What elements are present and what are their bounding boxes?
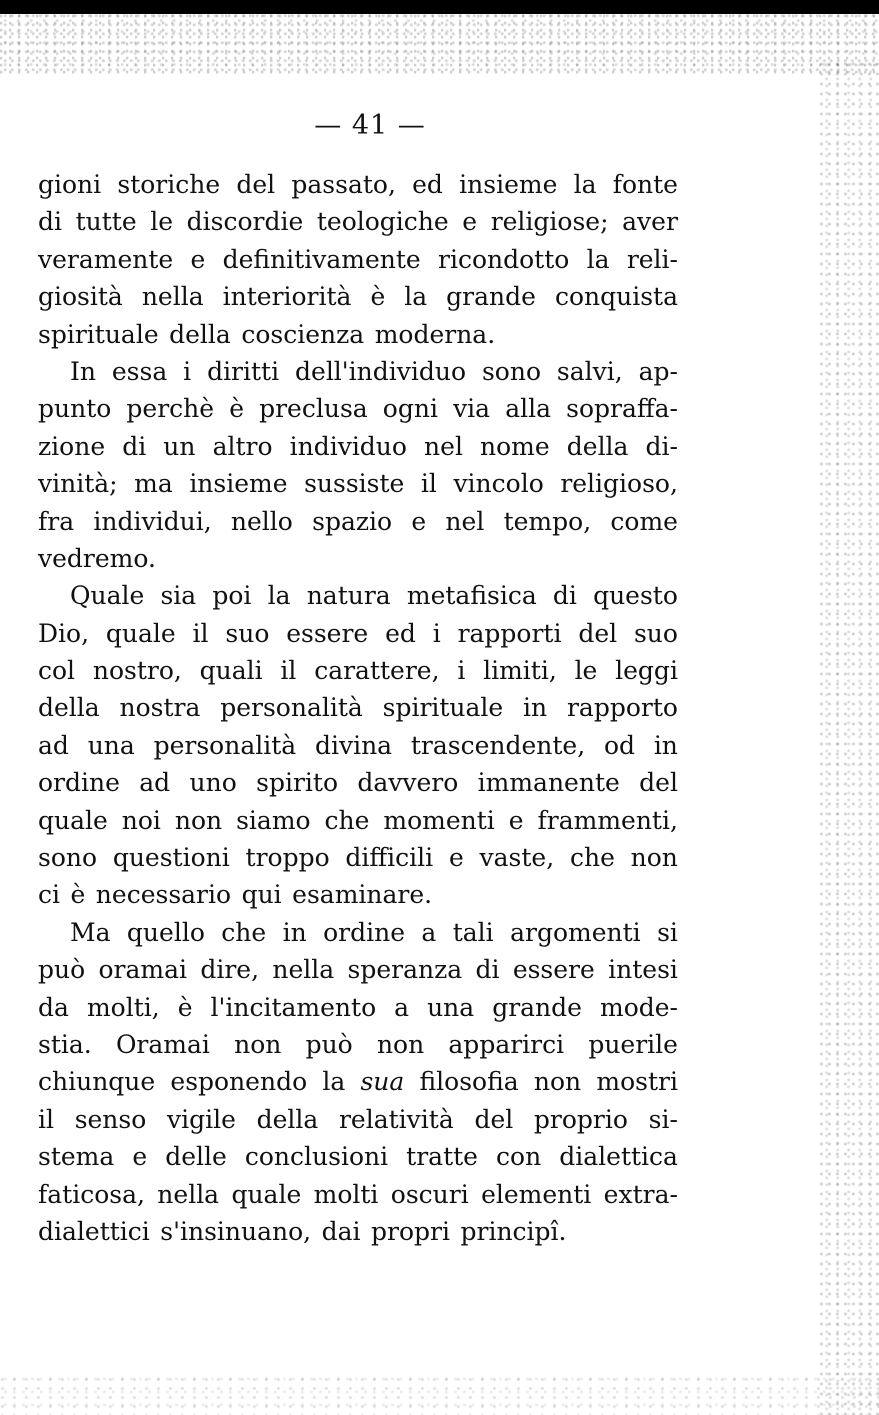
word: siamo — [236, 805, 311, 835]
word: spirituale — [38, 319, 159, 349]
word: può — [305, 1029, 353, 1059]
word: religiose; — [490, 207, 609, 237]
word: immanente — [477, 768, 620, 798]
word: qui — [241, 880, 282, 910]
word: extra- — [603, 1179, 678, 1209]
page-number: — 41 — — [314, 110, 426, 141]
word: che — [324, 805, 370, 835]
word: dialettici — [38, 1216, 150, 1246]
word: In — [70, 356, 96, 386]
text-line — [38, 876, 678, 913]
text-line — [38, 1213, 678, 1250]
word: sono — [481, 356, 542, 386]
word: il — [420, 469, 437, 499]
text-line — [38, 802, 678, 839]
word: del — [578, 618, 618, 648]
word: apparirci — [448, 1029, 565, 1059]
word: filosofia — [419, 1067, 519, 1097]
word: senso — [74, 1104, 147, 1134]
word: ma — [134, 469, 173, 499]
word: è — [370, 282, 386, 312]
word: tempo, — [503, 506, 592, 536]
word: nella — [157, 1179, 220, 1209]
word: tali — [452, 917, 494, 947]
text-line — [38, 615, 678, 652]
word: del — [236, 170, 276, 199]
word: le — [150, 207, 174, 237]
word: vinità; — [38, 469, 118, 499]
scan-top-border — [0, 0, 879, 14]
text-line — [38, 316, 678, 353]
word: storiche — [117, 170, 221, 199]
word: Oramai — [115, 1029, 210, 1059]
word: divina — [314, 730, 393, 760]
text-line — [38, 1026, 678, 1063]
text-line — [38, 914, 678, 951]
word: i — [183, 356, 192, 386]
word: può — [38, 955, 86, 985]
word: la — [573, 170, 597, 199]
text-line — [38, 166, 678, 203]
word: natura — [306, 581, 391, 611]
word: sopraffa- — [566, 394, 678, 424]
word: momenti — [383, 805, 495, 835]
word: tratte — [406, 1142, 478, 1172]
word: il — [192, 618, 209, 648]
word: intesi — [608, 955, 678, 985]
word: moderna. — [374, 319, 496, 349]
text-line — [38, 540, 678, 577]
word: delle — [165, 1142, 227, 1172]
word: uno — [189, 768, 237, 798]
word: interiorità — [222, 282, 352, 312]
word: salvi, — [556, 356, 623, 386]
word: ad — [38, 730, 69, 760]
word: insieme — [189, 469, 288, 499]
word: perchè — [126, 394, 215, 424]
word: Ma — [70, 917, 111, 947]
word: gioni — [38, 170, 102, 199]
word: ogni — [382, 394, 438, 424]
word: quello — [126, 917, 205, 947]
word: vigile — [166, 1104, 236, 1134]
word: in — [282, 917, 307, 947]
word: i — [457, 656, 466, 686]
word: giosità — [38, 282, 123, 312]
word: carattere, — [314, 656, 440, 686]
word: spazio — [312, 506, 393, 536]
text-line — [38, 577, 678, 614]
word: faticosa, — [38, 1179, 145, 1209]
text-line — [38, 390, 678, 427]
word: ricondotto — [438, 244, 570, 274]
word: essere — [512, 955, 595, 985]
word: oramai — [98, 955, 187, 985]
text-line — [38, 689, 678, 726]
word: spirituale — [382, 693, 504, 723]
word: si- — [648, 1104, 678, 1134]
word: nel — [424, 431, 463, 461]
text-line — [38, 1063, 678, 1100]
word: discordie — [186, 207, 304, 237]
word: dire, — [200, 955, 260, 985]
word: ed — [412, 170, 443, 199]
word: rapporto — [566, 693, 678, 723]
word: la — [322, 1067, 346, 1097]
word: con — [496, 1142, 542, 1172]
word: del — [639, 768, 678, 798]
word: le — [574, 656, 598, 686]
word: molti, — [86, 992, 160, 1022]
text-line — [38, 503, 678, 540]
word: e — [462, 207, 478, 237]
word: speranza — [347, 955, 463, 985]
text-line — [38, 278, 678, 315]
word: in — [653, 730, 678, 760]
word: oscuri — [390, 1179, 469, 1209]
word: leggi — [615, 656, 678, 686]
word: fra — [38, 506, 75, 536]
word: non — [376, 1029, 425, 1059]
text-line — [38, 428, 678, 465]
word: nella — [272, 955, 335, 985]
word: a — [394, 992, 410, 1022]
word: e — [190, 244, 206, 274]
word: non — [630, 843, 678, 873]
word: ci — [38, 880, 60, 910]
word: è — [229, 394, 244, 424]
word: in — [523, 693, 548, 723]
word: propri — [371, 1216, 450, 1246]
word: personalità — [220, 693, 363, 723]
word: spirito — [256, 768, 338, 798]
word: della — [38, 693, 100, 723]
word: esponendo — [170, 1067, 308, 1097]
word: questo — [593, 581, 678, 611]
word: si — [657, 917, 678, 947]
word: ad — [139, 768, 171, 798]
word: nostro, — [92, 656, 182, 686]
text-line — [38, 1101, 678, 1138]
word: personalità — [153, 730, 297, 760]
word: i — [432, 618, 441, 648]
word: una — [87, 730, 135, 760]
text-line — [38, 1176, 678, 1213]
word: sussiste — [304, 469, 405, 499]
body-text — [38, 166, 678, 1250]
word: insieme — [459, 170, 558, 199]
word: questioni — [112, 843, 230, 873]
word: esaminare. — [292, 880, 433, 910]
word: zione — [38, 431, 106, 461]
word: che — [221, 917, 267, 947]
word: Quale — [70, 581, 145, 611]
word: preclusa — [259, 394, 368, 424]
scan-noise-top — [0, 14, 879, 74]
word: della — [566, 431, 629, 461]
word: principî. — [460, 1216, 567, 1246]
word: Dio, — [38, 618, 90, 648]
word: passato, — [291, 170, 396, 199]
word: metafisica — [406, 581, 537, 611]
word: della — [169, 319, 231, 349]
word: della — [256, 1104, 319, 1134]
word: frammenti, — [537, 805, 678, 835]
word: davvero — [357, 768, 459, 798]
word: e — [508, 805, 524, 835]
word: la — [586, 244, 610, 274]
word: nel — [445, 506, 485, 536]
word: limiti, — [483, 656, 557, 686]
word: e — [448, 843, 464, 873]
word: conclusioni — [244, 1142, 389, 1172]
word: argomenti — [510, 917, 641, 947]
word: religioso, — [560, 469, 678, 499]
word: chiunque — [38, 1067, 156, 1097]
word: essa — [111, 356, 168, 386]
word: alla — [505, 394, 552, 424]
word: l'incitamento — [210, 992, 377, 1022]
word: mostri — [596, 1067, 678, 1097]
word: stia. — [38, 1029, 92, 1059]
word: non — [234, 1029, 282, 1059]
word: quale — [105, 618, 176, 648]
word: mode- — [599, 992, 678, 1022]
word: aver — [622, 207, 678, 237]
word: grande — [446, 282, 536, 312]
word: vedremo. — [38, 543, 156, 573]
word: dialettica — [559, 1142, 678, 1172]
word: s'insinuano, — [160, 1216, 312, 1246]
word: essere — [286, 618, 369, 648]
word: una — [427, 992, 475, 1022]
word: definitivamente — [222, 244, 421, 274]
word: di — [475, 955, 500, 985]
text-line — [38, 241, 678, 278]
word: da — [38, 992, 69, 1022]
word: è — [177, 992, 193, 1022]
word: noi — [121, 805, 161, 835]
word: poi — [212, 581, 252, 611]
word: necessario — [95, 880, 232, 910]
word: conquista — [554, 282, 678, 312]
word: ordine — [323, 917, 406, 947]
word: non — [174, 805, 223, 835]
word: tutte — [75, 207, 137, 237]
word: teologiche — [316, 207, 449, 237]
word: troppo — [245, 843, 330, 873]
word: come — [610, 506, 678, 536]
word: un — [163, 431, 196, 461]
text-line — [38, 203, 678, 240]
word: punto — [38, 394, 112, 424]
word: puerile — [588, 1029, 678, 1059]
scan-noise-right — [819, 60, 879, 1415]
text-line — [38, 951, 678, 988]
word: di — [552, 581, 577, 611]
word: vaste, — [479, 843, 555, 873]
word: via — [453, 394, 491, 424]
scan-noise-bottom — [0, 1375, 879, 1415]
word: fonte — [612, 170, 678, 199]
word: stema — [38, 1142, 115, 1172]
word: che — [569, 843, 615, 873]
word: vincolo — [453, 469, 544, 499]
word: grande — [492, 992, 582, 1022]
word: di — [38, 207, 62, 237]
word: suo — [633, 618, 678, 648]
word: dai — [321, 1216, 361, 1246]
word: individui, — [93, 506, 212, 536]
word: ap- — [638, 356, 678, 386]
word: quale — [231, 1179, 302, 1209]
text-line — [38, 989, 678, 1026]
word: od — [603, 730, 636, 760]
word: ordine — [38, 768, 120, 798]
word: di- — [645, 431, 678, 461]
text-line — [38, 652, 678, 689]
word: il — [38, 1104, 54, 1134]
word: trascendente, — [410, 730, 586, 760]
word: difficili — [345, 843, 434, 873]
word: diritti — [207, 356, 280, 386]
word: dell'individuo — [295, 356, 467, 386]
word: quale — [38, 805, 108, 835]
text-line — [38, 353, 678, 390]
word: e — [411, 506, 427, 536]
word: il — [280, 656, 297, 686]
text-line — [38, 764, 678, 801]
word: suo — [225, 618, 270, 648]
word: individuo — [289, 431, 407, 461]
word: altro — [212, 431, 273, 461]
word: la — [267, 581, 291, 611]
text-line — [38, 727, 678, 764]
word: sono — [38, 843, 98, 873]
word: è — [70, 880, 86, 910]
word: a — [421, 917, 437, 947]
text-line — [38, 839, 678, 876]
word: non — [533, 1067, 582, 1097]
word: veramente — [38, 244, 174, 274]
word: sia — [160, 581, 197, 611]
word: rapporti — [457, 618, 562, 648]
word: e — [132, 1142, 148, 1172]
word: nome — [480, 431, 550, 461]
word: del — [474, 1104, 514, 1134]
word: sua — [360, 1067, 405, 1097]
word: quali — [199, 656, 263, 686]
word: col — [38, 656, 76, 686]
word: di — [122, 431, 147, 461]
word: nostra — [119, 693, 201, 723]
text-line — [38, 1138, 678, 1175]
word: nella — [141, 282, 204, 312]
word: molti — [313, 1179, 379, 1209]
word: coscienza — [241, 319, 365, 349]
word: nello — [230, 506, 293, 536]
word: proprio — [533, 1104, 628, 1134]
text-line — [38, 465, 678, 502]
word: relatività — [338, 1104, 454, 1134]
word: la — [404, 282, 428, 312]
word: ed — [385, 618, 416, 648]
word: elementi — [481, 1179, 592, 1209]
word: reli- — [626, 244, 678, 274]
